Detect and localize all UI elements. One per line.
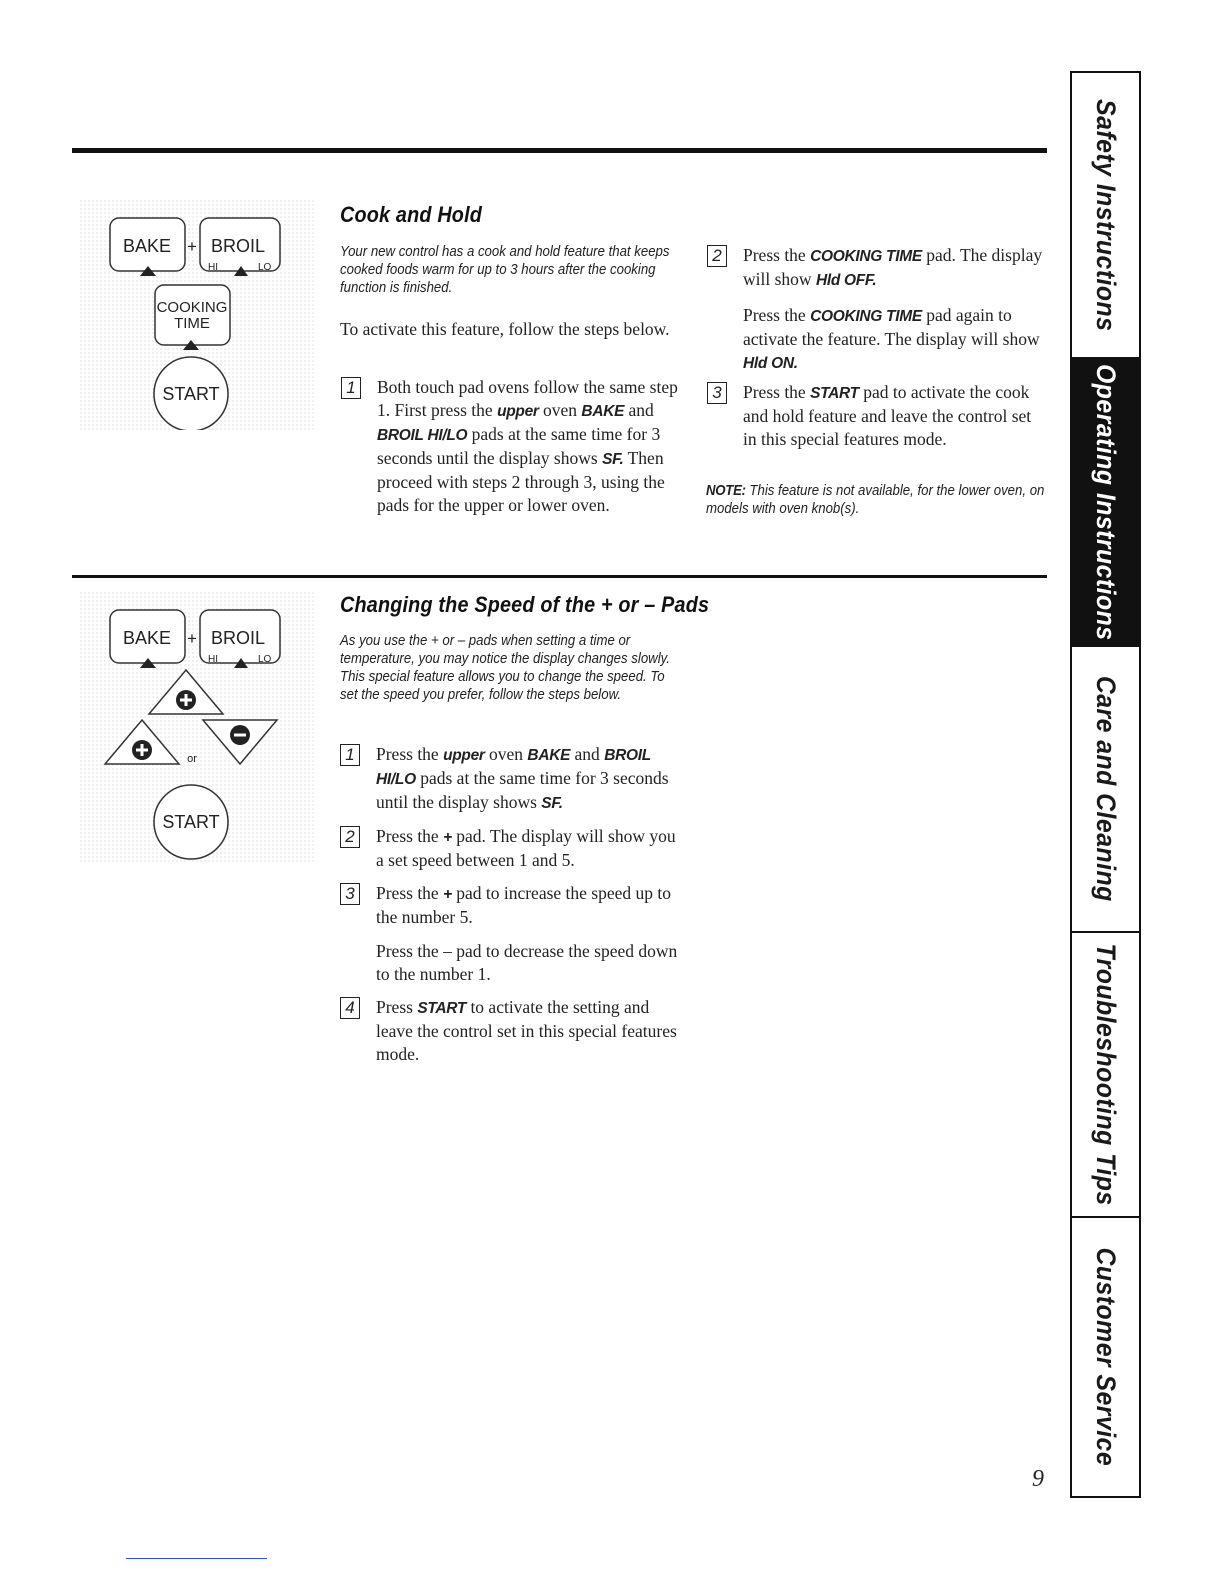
start-pad-label: START — [162, 812, 220, 832]
cook-hold-control-panel-illustration — [80, 200, 315, 430]
broil-pad-label: BROIL — [210, 236, 266, 256]
bake-pad-label: BAKE — [122, 628, 172, 648]
changing-speed-title: Changing the Speed of the + or – Pads — [340, 592, 710, 617]
step-number: 3 — [707, 382, 727, 404]
time-label: TIME — [174, 315, 210, 332]
step-number: 2 — [707, 245, 727, 267]
cook-and-hold-lead: To activate this feature, follow the steps below. — [340, 319, 670, 339]
lo-label: LO — [258, 262, 272, 273]
tab-operating-instructions[interactable]: Operating Instructions — [1072, 359, 1139, 647]
tab-troubleshooting-tips[interactable]: Troubleshooting Tips — [1072, 933, 1139, 1218]
page-number: 9 — [1032, 1466, 1044, 1492]
cook-and-hold-title: Cook and Hold — [340, 202, 483, 227]
cooking-label: COOKING — [156, 299, 228, 316]
step-number: 4 — [340, 997, 360, 1019]
hi-label: HI — [208, 262, 218, 273]
section-divider — [72, 575, 1047, 578]
plus-sign: + — [187, 629, 197, 648]
step-number: 3 — [340, 883, 360, 905]
bake-pad-label: BAKE — [122, 236, 172, 256]
lo-label: LO — [258, 654, 272, 665]
cook-hold-note: NOTE: This feature is not available, for the lower oven, on models with oven knob(s). — [706, 482, 1045, 517]
broil-pad-label: BROIL — [210, 628, 266, 648]
tab-safety-instructions[interactable]: Safety Instructions — [1072, 73, 1139, 359]
footer-link-line — [126, 1558, 267, 1559]
tab-care-and-cleaning[interactable]: Care and Cleaning — [1072, 647, 1139, 933]
step-number: 1 — [341, 377, 361, 399]
start-pad-label: START — [162, 384, 220, 404]
plus-sign: + — [187, 237, 197, 256]
top-rule — [72, 148, 1047, 153]
hi-label: HI — [208, 654, 218, 665]
or-label: or — [187, 753, 197, 765]
speed-control-panel-illustration — [80, 592, 315, 864]
step-number: 1 — [340, 744, 360, 766]
side-tab-navigation — [1070, 71, 1141, 1498]
tab-customer-service[interactable]: Customer Service — [1091, 1247, 1121, 1467]
changing-speed-intro: As you use the + or – pads when setting a time or temperature, you may notice the display changes slowly. This special feature allows you to change the speed. To set the speed you prefer, follow the steps below. — [340, 632, 670, 703]
step-number: 2 — [340, 826, 360, 848]
cook-and-hold-intro: Your new control has a cook and hold feature that keeps cooked foods warm for up to 3 hours after the cooking function is finished. — [340, 243, 670, 296]
